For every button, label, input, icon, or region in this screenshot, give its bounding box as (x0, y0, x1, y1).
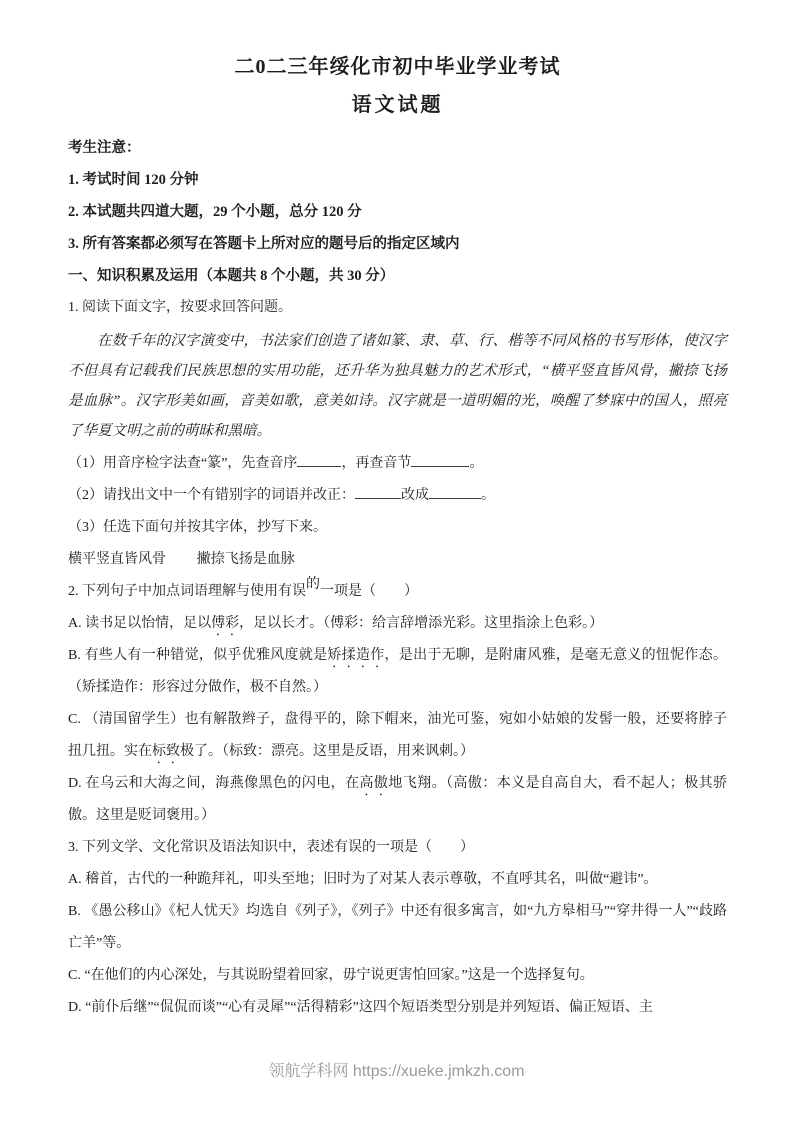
sub1-text-post: 。 (469, 456, 484, 471)
question-2-stem (68, 576, 727, 608)
sub1-text-mid: ，再查音节 (341, 456, 412, 471)
question-3 (68, 832, 727, 1024)
section-one-heading: 一、知识积累及运用（本题共 8 个小题，共 30 分） (68, 268, 395, 284)
option-text: A. 读书足以怡情，足以 (68, 616, 212, 631)
question-1-sub-3: （3）任选下面句并按其字体，抄写下来。 (68, 520, 327, 535)
question-1-sub-2 (68, 480, 727, 512)
q2-option-b (68, 640, 727, 704)
answer-blank (411, 452, 469, 467)
sub2-text-post: 。 (481, 488, 495, 503)
q2-stem-pre: 2. 下列句子中加点词语理解与使用有误 (68, 584, 306, 599)
answer-blank (355, 484, 401, 499)
notice-section (68, 132, 727, 260)
calligraphy-copy-line (68, 544, 727, 576)
option-text: C. （清国留学生）也有解散辫子，盘得平的，除下帽来，油光可鉴，宛如小姑娘的发髻一般，还要将脖子扭几扭。实在 (68, 712, 727, 759)
emphasized-word: 矫揉造作 (327, 648, 385, 663)
answer-blank (297, 452, 341, 467)
option-text: B. 有些人有一种错觉，似乎优雅风度就是 (68, 648, 328, 663)
sub1-text-pre: （1）用音序检字法查“篆”，先查音序 (68, 456, 298, 471)
q3-option-a: A. 稽首，古代的一种跪拜礼，叩头至地；旧时为了对某人表示尊敬，不直呼其名，叫做“避讳”。 (68, 872, 658, 887)
q2-stem-post: 一项是（ ） (320, 584, 418, 599)
q2-option-c (68, 704, 727, 768)
reading-passage: 在数千年的汉字演变中，书法家们创造了诸如篆、隶、草、行、楷等不同风格的书写形体，使汉字不但具有记载我们民族思想的实用功能，还升华为独具魅力的艺术形式，“横平竖直皆风骨，撇捺飞扬是血脉”。汉字形美如画，音美如歌，意美如诗。汉字就是一道明媚的光，唤醒了梦寐中的国人，照亮了华夏文明之前的萌昧和黑暗。 (68, 333, 727, 439)
exam-subject-title: 语文试题 (351, 94, 444, 116)
sub2-text-mid: 改成 (401, 488, 429, 503)
copy-phrase-left: 横平竖直皆风骨 (68, 552, 166, 567)
q3-option-b: B. 《愚公移山》《杞人忧天》均选自《列子》，《列子》中还有很多寓言，如“九方皋相马”“穿井得一人”“歧路亡羊”等。 (68, 904, 727, 951)
emphasized-word: 标致 (152, 744, 180, 759)
notice-item: 2. 本试题共四道大题，29 个小题，总分 120 分 (68, 204, 362, 220)
emphasized-word: 高傲 (359, 776, 389, 791)
option-text: 地飞翔。（高傲：本义是自高自大，看不起人；极其骄傲。这里是贬词褒用。） (68, 776, 728, 823)
question-1-sub-1 (68, 448, 727, 480)
copy-phrase-right: 撇捺飞扬是血脉 (196, 552, 295, 567)
q3-option-d: D. “前仆后继”“侃侃而谈”“心有灵犀”“活得精彩”这四个短语类型分别是并列短语、偏正短语、主 (68, 1000, 653, 1015)
q2-option-a (68, 608, 727, 640)
notice-item: 3. 所有答案都必须写在答题卡上所对应的题号后的指定区域内 (68, 236, 460, 252)
question-1-stem: 1. 阅读下面文字，按要求回答问题。 (68, 300, 292, 315)
q3-option-c: C. “在他们的内心深处，与其说盼望着回家，毋宁说更害怕回家。”这是一个选择复句。 (68, 968, 594, 983)
notice-item: 1. 考试时间 120 分钟 (68, 172, 199, 188)
question-3-stem: 3. 下列文学、文化常识及语法知识中，表述有误的一项是（ ） (68, 840, 474, 855)
exam-title: 二0二三年绥化市初中毕业学业考试 (234, 56, 561, 78)
notice-heading: 考生注意： (68, 140, 141, 156)
option-text: ，足以长才。（傅彩：给言辞增添光彩。这里指涂上色彩。） (239, 616, 604, 631)
sub2-text-pre: （2）请找出文中一个有错别字的词语并改正： (68, 488, 355, 503)
option-text: D. 在乌云和大海之间，海燕像黑色的闪电，在 (68, 776, 360, 791)
watermark-footer: 领航学科网 https://xueke.jmkzh.com (268, 1063, 525, 1080)
option-text: 极了。（标致：漂亮。这里是反语，用来讽刺。） (180, 744, 474, 759)
option-text: ，是出于无聊，是附庸风雅，是毫无意义的忸怩作态。（矫揉造作：形容过分做作，极不自然。） (68, 648, 727, 695)
q2-option-d (68, 768, 727, 832)
emphasized-word: 傅彩 (211, 616, 240, 631)
question-2 (68, 576, 727, 832)
question-1 (68, 292, 727, 576)
q2-stem-superscript: 的 (306, 577, 320, 592)
answer-blank (429, 484, 481, 499)
